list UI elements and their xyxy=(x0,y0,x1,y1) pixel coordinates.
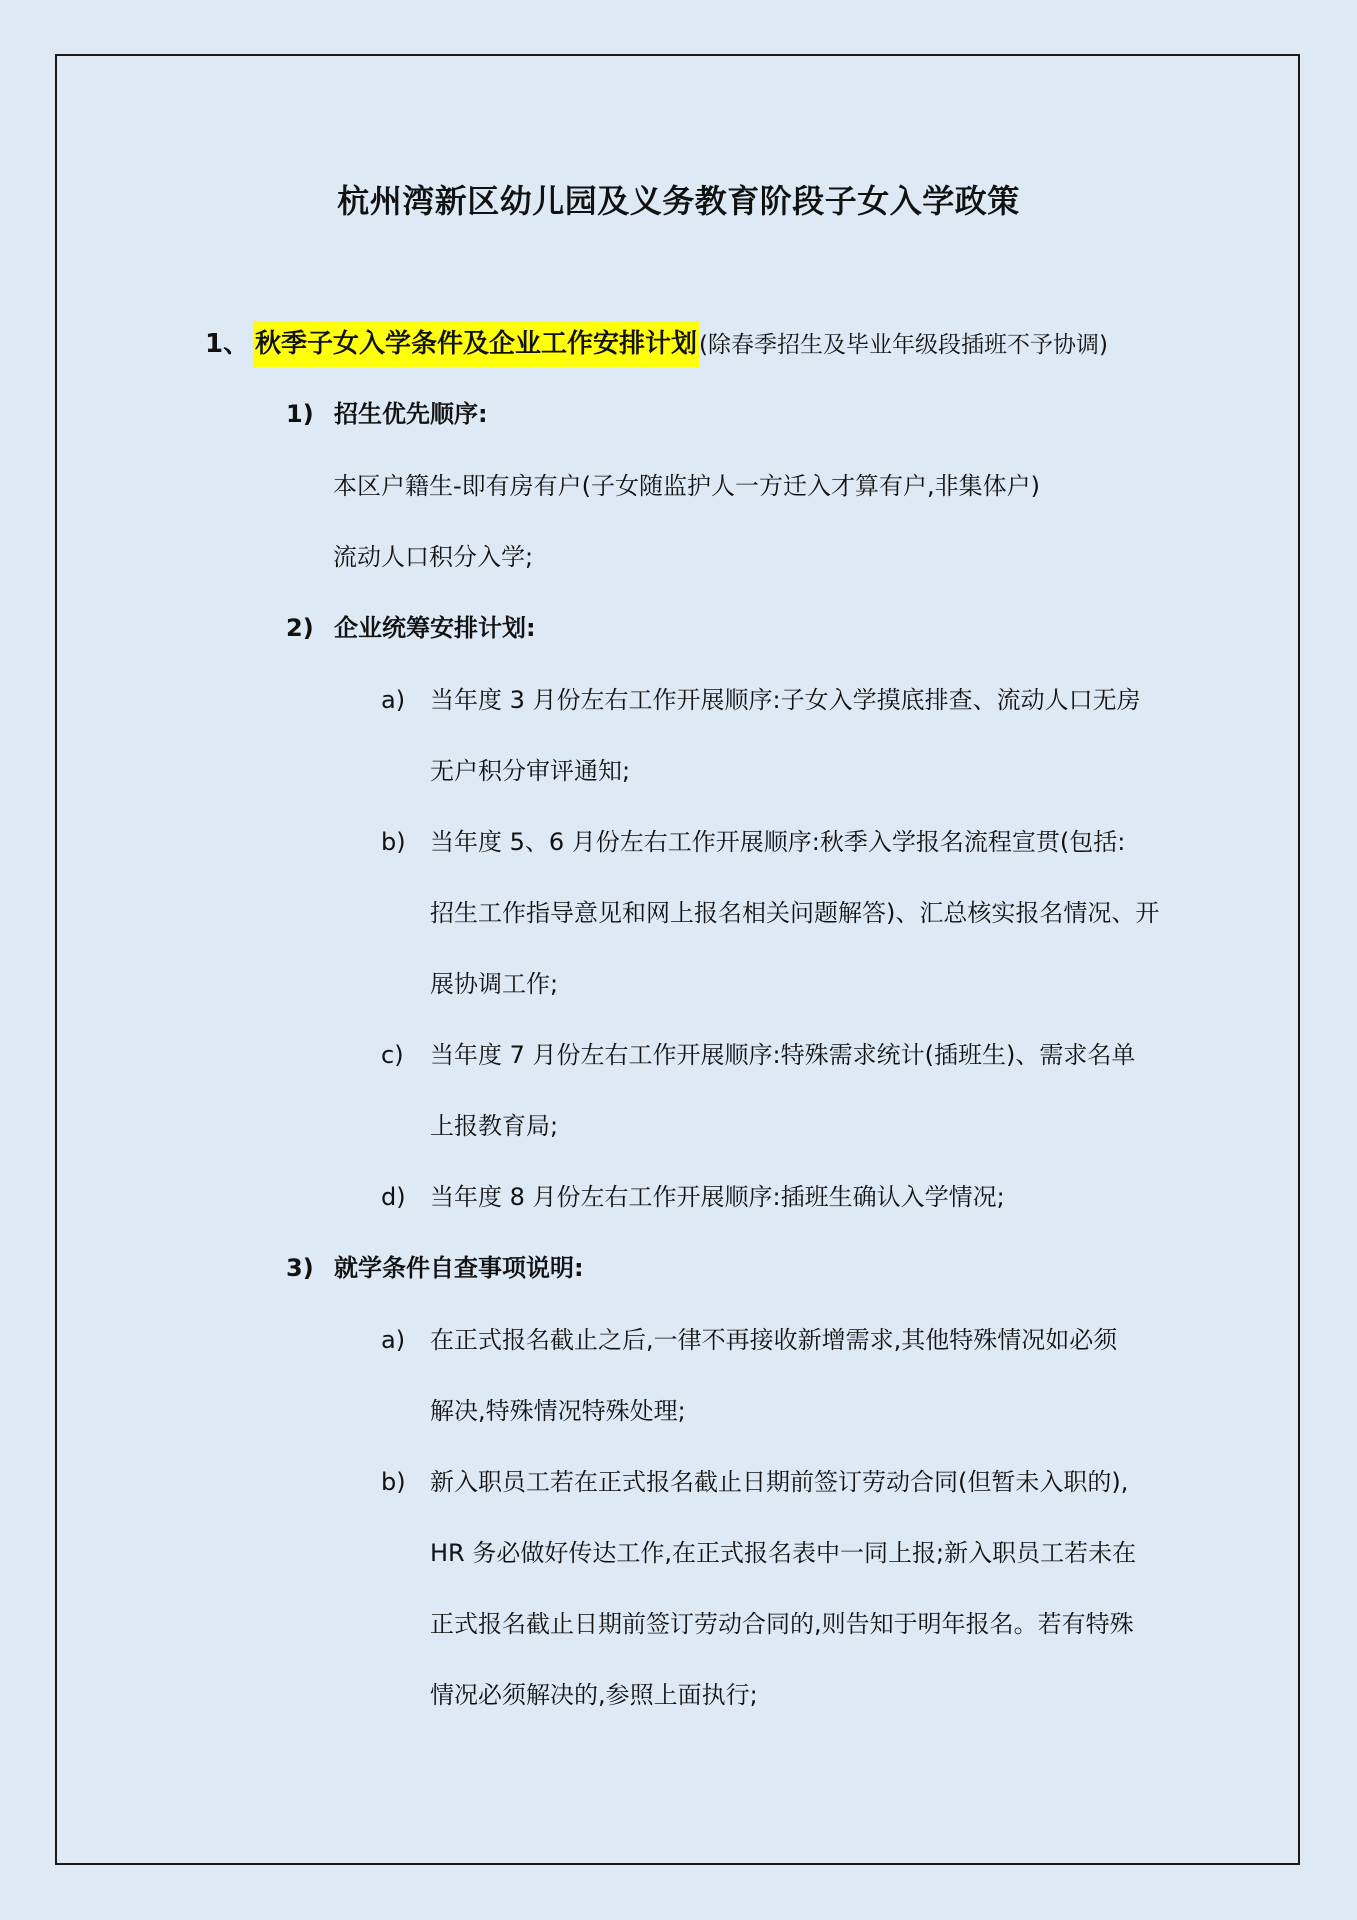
subsection-number: 2) xyxy=(286,614,314,642)
subsection-number: 1) xyxy=(286,400,314,428)
subsection-2-heading xyxy=(286,608,536,648)
check-b-line-3: 正式报名截止日期前签订劳动合同的,则告知于明年报名。若有特殊 xyxy=(430,1610,1134,1638)
plan-a-line-2: 无户积分审评通知; xyxy=(430,757,631,785)
plan-c-line-2: 上报教育局; xyxy=(430,1112,559,1140)
plan-c-line-1: 当年度 7 月份左右工作开展顺序:特殊需求统计(插班生)、需求名单 xyxy=(430,1041,1136,1069)
subsection-number: 3) xyxy=(286,1254,314,1282)
section-note: (除春季招生及毕业年级段插班不予协调) xyxy=(699,332,1108,358)
priority-line-1: 本区户籍生-即有房有户(子女随监护人一方迁入才算有户,非集体户) xyxy=(333,472,1041,500)
plan-d-line-1: 当年度 8 月份左右工作开展顺序:插班生确认入学情况; xyxy=(430,1183,1005,1211)
section-title-highlighted: 秋季子女入学条件及企业工作安排计划 xyxy=(253,321,699,367)
plan-b-line-3: 展协调工作; xyxy=(430,970,559,998)
document-title: 杭州湾新区幼儿园及义务教育阶段子女入学政策 xyxy=(337,182,1020,220)
subsection-3-heading xyxy=(286,1248,584,1288)
list-marker-a: a) xyxy=(381,686,406,714)
list-marker-b: b) xyxy=(381,1468,406,1496)
list-marker-a: a) xyxy=(381,1326,406,1354)
check-a-line-2: 解决,特殊情况特殊处理; xyxy=(430,1397,686,1425)
section-1-heading xyxy=(205,324,1108,365)
check-b-line-2: HR 务必做好传达工作,在正式报名表中一同上报;新入职员工若未在 xyxy=(430,1539,1137,1567)
list-marker-c: c) xyxy=(381,1041,404,1069)
check-b-line-4: 情况必须解决的,参照上面执行; xyxy=(430,1681,758,1709)
section-number: 1、 xyxy=(205,329,250,359)
list-marker-d: d) xyxy=(381,1183,406,1211)
check-a-line-1: 在正式报名截止之后,一律不再接收新增需求,其他特殊情况如必须 xyxy=(430,1326,1118,1354)
plan-b-line-2: 招生工作指导意见和网上报名相关问题解答)、汇总核实报名情况、开 xyxy=(430,899,1160,927)
subsection-title: 企业统筹安排计划: xyxy=(334,614,536,642)
list-marker-b: b) xyxy=(381,828,406,856)
subsection-title: 就学条件自查事项说明: xyxy=(334,1254,584,1282)
priority-line-2: 流动人口积分入学; xyxy=(333,543,534,571)
plan-a-line-1: 当年度 3 月份左右工作开展顺序:子女入学摸底排查、流动人口无房 xyxy=(430,686,1141,714)
subsection-1-heading xyxy=(286,394,488,434)
plan-b-line-1: 当年度 5、6 月份左右工作开展顺序:秋季入学报名流程宣贯(包括: xyxy=(430,828,1126,856)
subsection-title: 招生优先顺序: xyxy=(334,400,488,428)
check-b-line-1: 新入职员工若在正式报名截止日期前签订劳动合同(但暂未入职的), xyxy=(430,1468,1129,1496)
